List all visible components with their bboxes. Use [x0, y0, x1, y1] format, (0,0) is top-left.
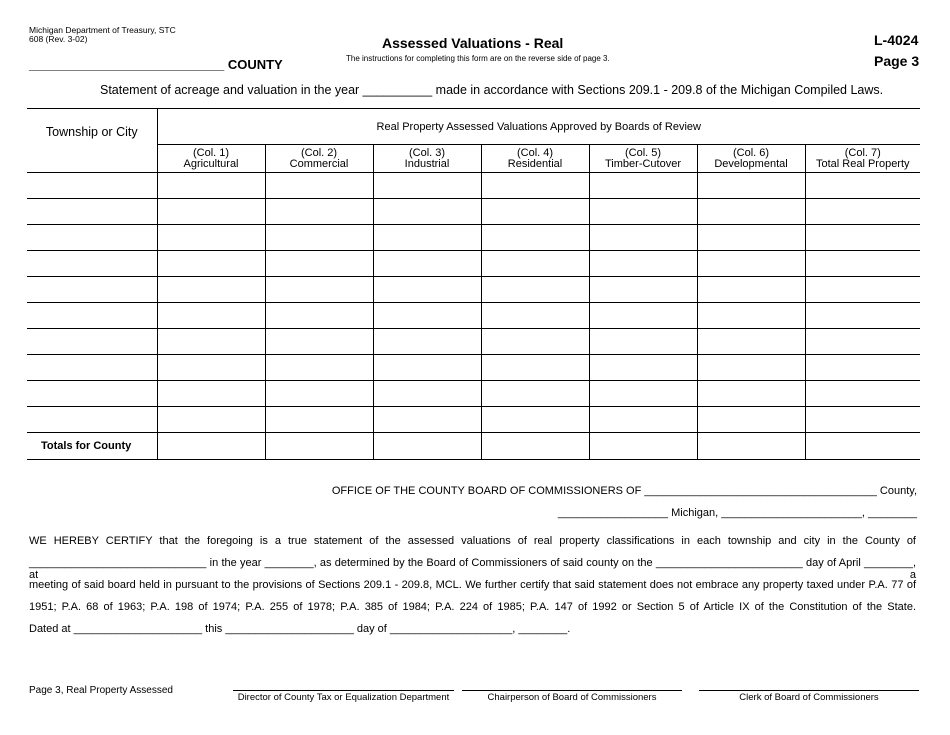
valuation-table — [27, 108, 920, 460]
column-header-1 — [157, 145, 265, 173]
township-cell[interactable] — [27, 329, 157, 355]
total-cell[interactable] — [373, 433, 481, 460]
county-label: COUNTY — [227, 57, 283, 72]
valuation-cell[interactable] — [481, 199, 589, 225]
valuation-cell[interactable] — [373, 225, 481, 251]
valuation-cell[interactable] — [373, 407, 481, 433]
valuation-cell[interactable] — [697, 251, 805, 277]
group-header: Real Property Assessed Valuations Approved by Boards of Review — [157, 109, 920, 145]
valuation-cell[interactable] — [157, 329, 265, 355]
valuation-cell[interactable] — [481, 355, 589, 381]
valuation-cell[interactable] — [697, 355, 805, 381]
valuation-cell[interactable] — [589, 355, 697, 381]
valuation-cell[interactable] — [265, 277, 373, 303]
form-revision: 608 (Rev. 3-02) — [29, 34, 88, 44]
column-number: (Col. 3) — [408, 146, 446, 159]
table-row — [27, 381, 920, 407]
county-field[interactable] — [29, 57, 283, 72]
valuation-cell[interactable] — [589, 251, 697, 277]
form-title: Assessed Valuations - Real — [382, 35, 564, 51]
signature-label-director: Director of County Tax or Equalization Department — [237, 692, 450, 703]
valuation-cell[interactable] — [481, 277, 589, 303]
valuation-cell[interactable] — [589, 303, 697, 329]
valuation-cell[interactable] — [265, 199, 373, 225]
valuation-cell[interactable] — [481, 225, 589, 251]
form-number: L-4024 — [874, 32, 919, 48]
table-row — [27, 225, 920, 251]
valuation-cell[interactable] — [265, 355, 373, 381]
valuation-cell[interactable] — [697, 199, 805, 225]
valuation-cell[interactable] — [805, 173, 920, 199]
valuation-cell[interactable] — [265, 173, 373, 199]
certify-line-3: meeting of said board held in pursuant to the provisions of Sections 209.1 - 209.8, MCL. We further certify that said statement does not embrace any property taxed under P.A. 77 of — [29, 579, 916, 591]
township-cell[interactable] — [27, 173, 157, 199]
signature-line-chairperson[interactable] — [462, 690, 682, 691]
township-cell[interactable] — [27, 407, 157, 433]
table-row — [27, 355, 920, 381]
total-cell[interactable] — [697, 433, 805, 460]
table-row — [27, 251, 920, 277]
valuation-cell[interactable] — [481, 303, 589, 329]
column-number: (Col. 1) — [192, 146, 230, 159]
valuation-cell[interactable] — [697, 277, 805, 303]
instructions-note: The instructions for completing this form are on the reverse side of page 3. — [346, 54, 610, 63]
valuation-cell[interactable] — [157, 225, 265, 251]
valuation-cell[interactable] — [589, 277, 697, 303]
totals-label: Totals for County — [27, 433, 157, 460]
valuation-cell[interactable] — [373, 199, 481, 225]
column-number: (Col. 7) — [844, 146, 881, 159]
township-cell[interactable] — [27, 225, 157, 251]
column-number: (Col. 5) — [624, 146, 662, 159]
valuation-cell[interactable] — [805, 407, 920, 433]
signature-line-clerk[interactable] — [699, 690, 919, 691]
valuation-cell[interactable] — [157, 381, 265, 407]
table-row — [27, 329, 920, 355]
valuation-cell[interactable] — [157, 277, 265, 303]
office-line-1: OFFICE OF THE COUNTY BOARD OF COMMISSIONERS OF ______________________________________ County, — [331, 485, 917, 497]
township-cell[interactable] — [27, 199, 157, 225]
total-cell[interactable] — [589, 433, 697, 460]
signature-line-director[interactable] — [233, 690, 454, 691]
valuation-cell[interactable] — [373, 173, 481, 199]
signature-label-chairperson: Chairperson of Board of Commissioners — [487, 692, 657, 703]
valuation-cell[interactable] — [373, 251, 481, 277]
column-header-5 — [589, 145, 697, 173]
column-number: (Col. 6) — [732, 146, 770, 159]
signature-label-clerk: Clerk of Board of Commissioners — [739, 692, 879, 703]
township-cell[interactable] — [27, 355, 157, 381]
township-cell[interactable] — [27, 251, 157, 277]
statement-line: Statement of acreage and valuation in the year __________ made in accordance with Sections 209.1 - 209.8 of the Michigan Compiled Laws. — [100, 83, 884, 97]
valuation-cell[interactable] — [265, 329, 373, 355]
valuation-cell[interactable] — [481, 407, 589, 433]
township-cell[interactable] — [27, 303, 157, 329]
column-label: Timber-Cutover — [605, 157, 681, 170]
valuation-cell[interactable] — [697, 225, 805, 251]
footer-page-label: Page 3, Real Property Assessed — [29, 685, 173, 696]
valuation-cell[interactable] — [697, 407, 805, 433]
valuation-cell[interactable] — [157, 199, 265, 225]
table-row — [27, 173, 920, 199]
valuation-cell[interactable] — [265, 225, 373, 251]
page-number: Page 3 — [874, 53, 920, 69]
table-row — [27, 199, 920, 225]
valuation-cell[interactable] — [805, 303, 920, 329]
valuation-cell[interactable] — [265, 381, 373, 407]
valuation-cell[interactable] — [697, 303, 805, 329]
valuation-cell[interactable] — [589, 381, 697, 407]
column-header-4 — [481, 145, 589, 173]
valuation-cell[interactable] — [805, 225, 920, 251]
column-label: Residential — [507, 157, 563, 170]
valuation-cell[interactable] — [373, 303, 481, 329]
totals-row — [27, 433, 920, 460]
total-cell[interactable] — [805, 433, 920, 460]
valuation-cell[interactable] — [157, 407, 265, 433]
valuation-cell[interactable] — [481, 329, 589, 355]
certify-line-1: WE HEREBY CERTIFY that the foregoing is a true statement of the assessed valuations of real property classifications in each township and city in the County of — [29, 535, 916, 547]
township-header: Township or City — [27, 109, 157, 173]
agency-name: Michigan Department of Treasury, STC — [29, 25, 176, 35]
office-line-2: __________________ Michigan, _______________________, ________ — [557, 507, 917, 519]
valuation-cell[interactable] — [697, 381, 805, 407]
valuation-cell[interactable] — [589, 199, 697, 225]
column-label: Total Real Property — [815, 157, 910, 170]
total-cell[interactable] — [481, 433, 589, 460]
table-row — [27, 277, 920, 303]
valuation-cell[interactable] — [697, 173, 805, 199]
valuation-cell[interactable] — [157, 173, 265, 199]
valuation-cell[interactable] — [157, 303, 265, 329]
valuation-cell[interactable] — [373, 329, 481, 355]
valuation-cell[interactable] — [805, 355, 920, 381]
valuation-cell[interactable] — [805, 251, 920, 277]
valuation-cell[interactable] — [157, 355, 265, 381]
valuation-cell[interactable] — [373, 355, 481, 381]
column-header-6 — [697, 145, 805, 173]
valuation-cell[interactable] — [805, 329, 920, 355]
valuation-cell[interactable] — [805, 199, 920, 225]
column-label: Commercial — [289, 157, 349, 170]
valuation-cell[interactable] — [157, 251, 265, 277]
valuation-cell[interactable] — [589, 329, 697, 355]
township-cell[interactable] — [27, 277, 157, 303]
township-cell[interactable] — [27, 381, 157, 407]
valuation-cell[interactable] — [265, 407, 373, 433]
column-header-7 — [805, 145, 920, 173]
valuation-cell[interactable] — [481, 173, 589, 199]
certify-line-2: _____________________________ in the year ________, as determined by the Board of Commissioners of said county on the ________________________ day of April ________, at a — [29, 557, 916, 581]
total-cell[interactable] — [265, 433, 373, 460]
table-row — [27, 303, 920, 329]
valuation-cell[interactable] — [481, 251, 589, 277]
valuation-cell[interactable] — [373, 277, 481, 303]
column-number: (Col. 2) — [300, 146, 338, 159]
column-header-2 — [265, 145, 373, 173]
valuation-cell[interactable] — [697, 329, 805, 355]
valuation-cell[interactable] — [589, 407, 697, 433]
county-blank[interactable]: ___________________________ — [29, 57, 225, 72]
dated-line: Dated at _____________________ this _____________________ day of ____________________, ________. — [29, 623, 571, 635]
column-label: Agricultural — [183, 157, 239, 170]
column-number: (Col. 4) — [516, 146, 554, 159]
valuation-cell[interactable] — [805, 277, 920, 303]
valuation-cell[interactable] — [805, 381, 920, 407]
valuation-cell[interactable] — [481, 381, 589, 407]
column-label: Developmental — [714, 157, 788, 170]
valuation-cell[interactable] — [265, 303, 373, 329]
valuation-cell[interactable] — [265, 251, 373, 277]
certify-line-4: 1951; P.A. 68 of 1963; P.A. 198 of 1974; P.A. 255 of 1978; P.A. 385 of 1984; P.A. 224 of 1985; P.A. 147 of 1992 or Section 5 of Article IX of the Constitution of the State. — [29, 601, 916, 613]
valuation-cell[interactable] — [589, 173, 697, 199]
column-header-3 — [373, 145, 481, 173]
total-cell[interactable] — [157, 433, 265, 460]
table-row — [27, 407, 920, 433]
column-label: Industrial — [404, 157, 450, 170]
valuation-cell[interactable] — [373, 381, 481, 407]
valuation-cell[interactable] — [589, 225, 697, 251]
